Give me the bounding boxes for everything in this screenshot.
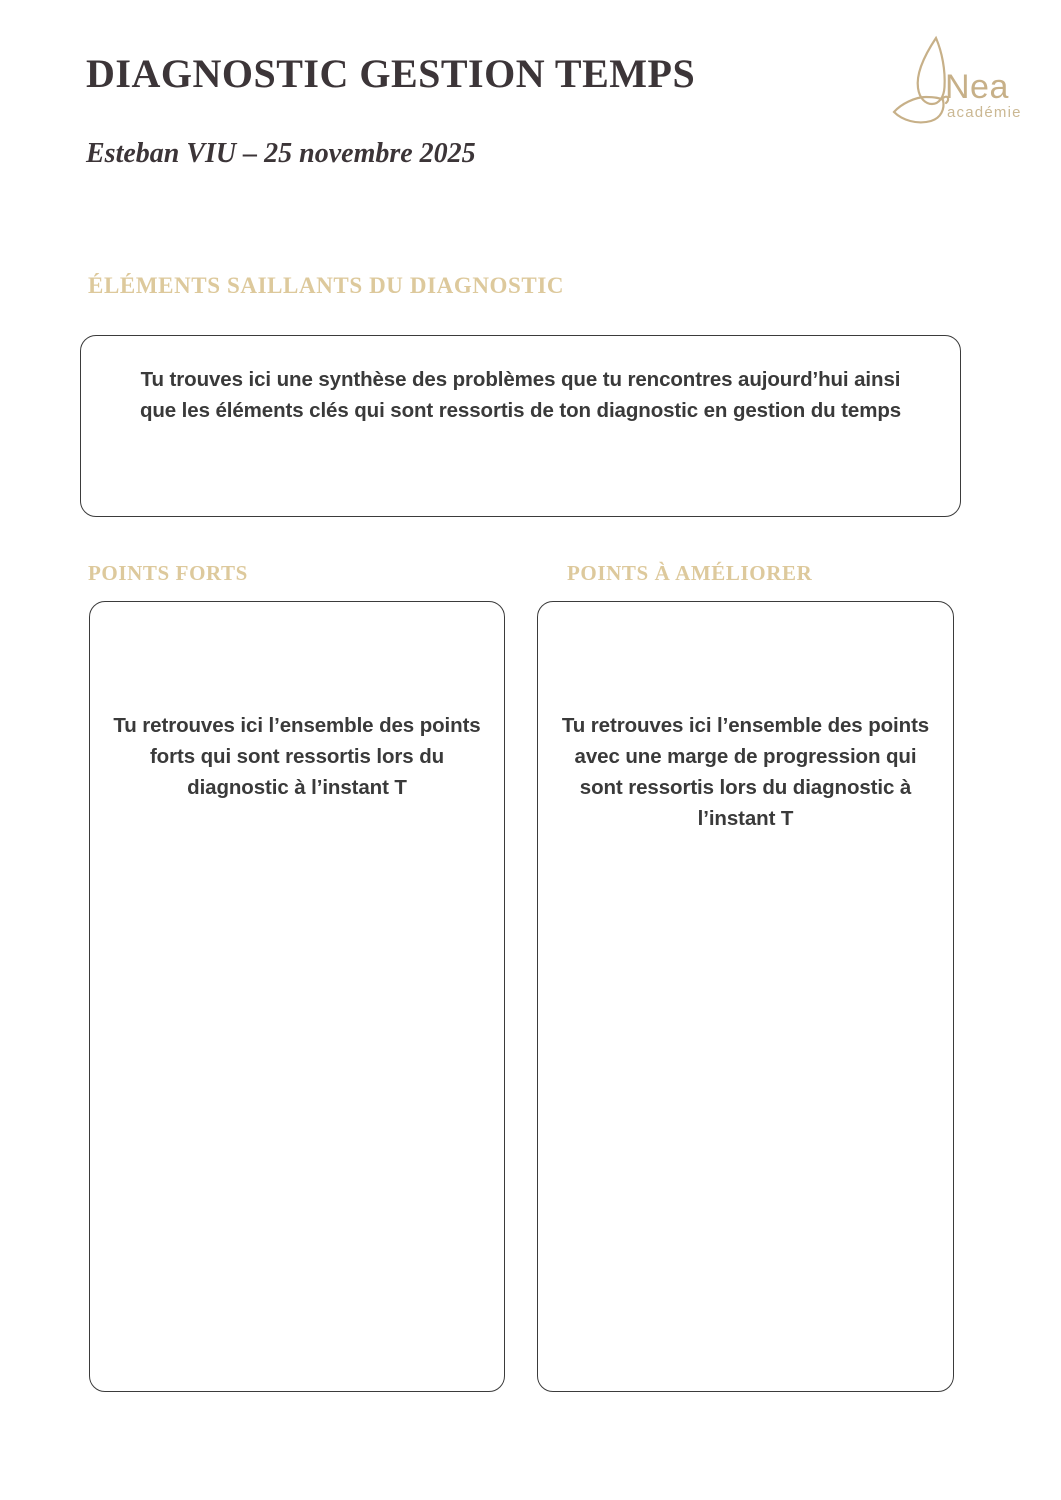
points-a-ameliorer-text: Tu retrouves ici l’ensemble des points avec une marge de progression qui sont ressortis lors du diagnostic à l’instant T (561, 714, 930, 830)
logo-name: Nea (945, 68, 1009, 106)
points-a-ameliorer-card (537, 601, 954, 1392)
salient-elements-text: Tu trouves ici une synthèse des problèmes que tu rencontres aujourd’hui ainsi que les éléments clés qui sont ressortis de ton diagnostic en gestion du temps (139, 368, 902, 422)
document-header (0, 0, 1061, 200)
points-forts-text: Tu retrouves ici l’ensemble des points forts qui sont ressortis lors du diagnostic à l’instant T (113, 714, 481, 799)
logo-tagline: académie (947, 104, 1022, 121)
salient-elements-card (80, 335, 961, 517)
page-title: DIAGNOSTIC GESTION TEMPS (86, 51, 696, 96)
logo-wordmark (945, 70, 1035, 121)
points-forts-card (89, 601, 505, 1392)
logo (888, 32, 1028, 137)
section-heading-points-forts: POINTS FORTS (88, 561, 248, 585)
document-subtitle: Esteban VIU – 25 novembre 2025 (86, 138, 476, 169)
section-heading-salient-elements: ÉLÉMENTS SAILLANTS DU DIAGNOSTIC (88, 273, 565, 298)
section-heading-points-a-ameliorer: POINTS À AMÉLIORER (567, 561, 813, 585)
